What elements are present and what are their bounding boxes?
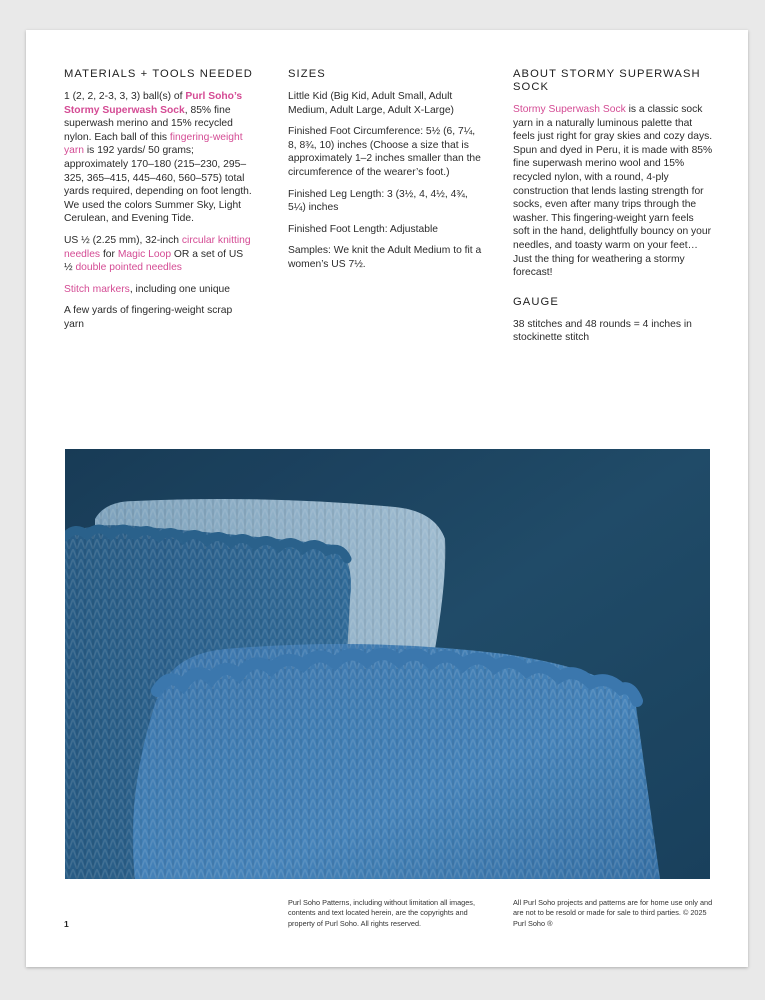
copyright-right: All Purl Soho projects and patterns are for home use only and are not to be resold or made for sale to third parties. © 2025 Purl Soho ® [513,898,713,928]
circular-needles-link[interactable]: circular knitting needles [64,234,251,260]
about-paragraph [513,103,713,280]
needles-text-b: for [100,248,118,260]
knitted-socks-photo [65,449,710,879]
gauge-text: 38 stitches and 48 rounds = 4 inches in stockinette stitch [513,318,692,344]
about-section [513,68,713,353]
stormy-sock-link[interactable]: Purl Soho’s Stormy Superwash Sock [64,91,243,116]
sizes-heading: SIZES [288,68,326,80]
materials-heading: MATERIALS + TOOLS NEEDED [64,68,253,80]
yarn-text-c: is 192 yards/ 50 grams; approximately 170–180 (215–230, 295–325, 365–415, 445–460, 560–575) total yards required, depending on foot length. We used the colors Summer Sky, Light Cerulean, and Evening Tide. [64,145,252,225]
markers-paragraph [64,283,254,297]
yarn-text-a: 1 (2, 2, 2-3, 3, 3) ball(s) of [64,91,186,102]
yarn-text-b: , 85% fine superwash merino and 15% recycled nylon. Each ball of this [64,104,233,143]
about-text: is a classic sock yarn in a naturally luminous palette that feels just right for gray skies and cozy days. Spun and dyed in Peru, it is made with 85% fine superwash merino wool and 15% recycled nylon, with a round, 4-ply construction that lends lasting strength for socks, even after many trips through the washer. This fingering-weight yarn feels soft in the hand, delightfully bouncy on your needles, and toasty warm on your feet… Just the thing for weathering a stormy forecast! [513,104,713,279]
needles-text-c: OR a set of US ½ [64,248,244,274]
sizes-section [288,68,484,280]
needles-text-a: US ½ (2.25 mm), 32-inch [64,234,182,246]
copyright-left: Purl Soho Patterns, including without limitation all images, contents and text located herein, are the copyrights and property of Purl Soho. All rights reserved. [288,898,475,928]
needles-paragraph [64,234,254,275]
sizes-list: Little Kid (Big Kid, Adult Small, Adult Medium, Adult Large, Adult X-Large) [288,91,454,116]
samples-note: Samples: We knit the Adult Medium to fit a women’s US 7½. [288,245,482,270]
gauge-heading: GAUGE [513,295,559,308]
materials-section [64,68,254,340]
markers-text: , including one unique [129,283,231,295]
socks-illustration [65,449,710,879]
stitch-markers-link[interactable]: Stitch markers [64,283,130,295]
fingering-weight-link[interactable]: fingering-weight yarn [64,131,243,157]
scrap-yarn-paragraph: A few yards of fingering-weight scrap yarn [64,305,233,330]
dpn-link[interactable]: double pointed needles [75,262,182,274]
about-heading: ABOUT STORMY SUPERWASH SOCK [513,68,701,93]
leg-length: Finished Leg Length: 3 (3½, 4, 4½, 4¾, 5¼) inches [288,188,468,214]
page-number: 1 [64,919,69,929]
pattern-page [26,30,748,967]
foot-circumference: Finished Foot Circumference: 5½ (6, 7¼, 8, 8¾, 10) inches (Choose a size that is approximately 1–2 inches smaller than the circumference of the wearer’s foot.) [288,126,481,178]
about-yarn-link[interactable]: Stormy Superwash Sock [513,104,626,115]
foot-length: Finished Foot Length: Adjustable [288,223,438,235]
magic-loop-link[interactable]: Magic Loop [117,248,172,260]
yarn-paragraph [64,90,254,226]
